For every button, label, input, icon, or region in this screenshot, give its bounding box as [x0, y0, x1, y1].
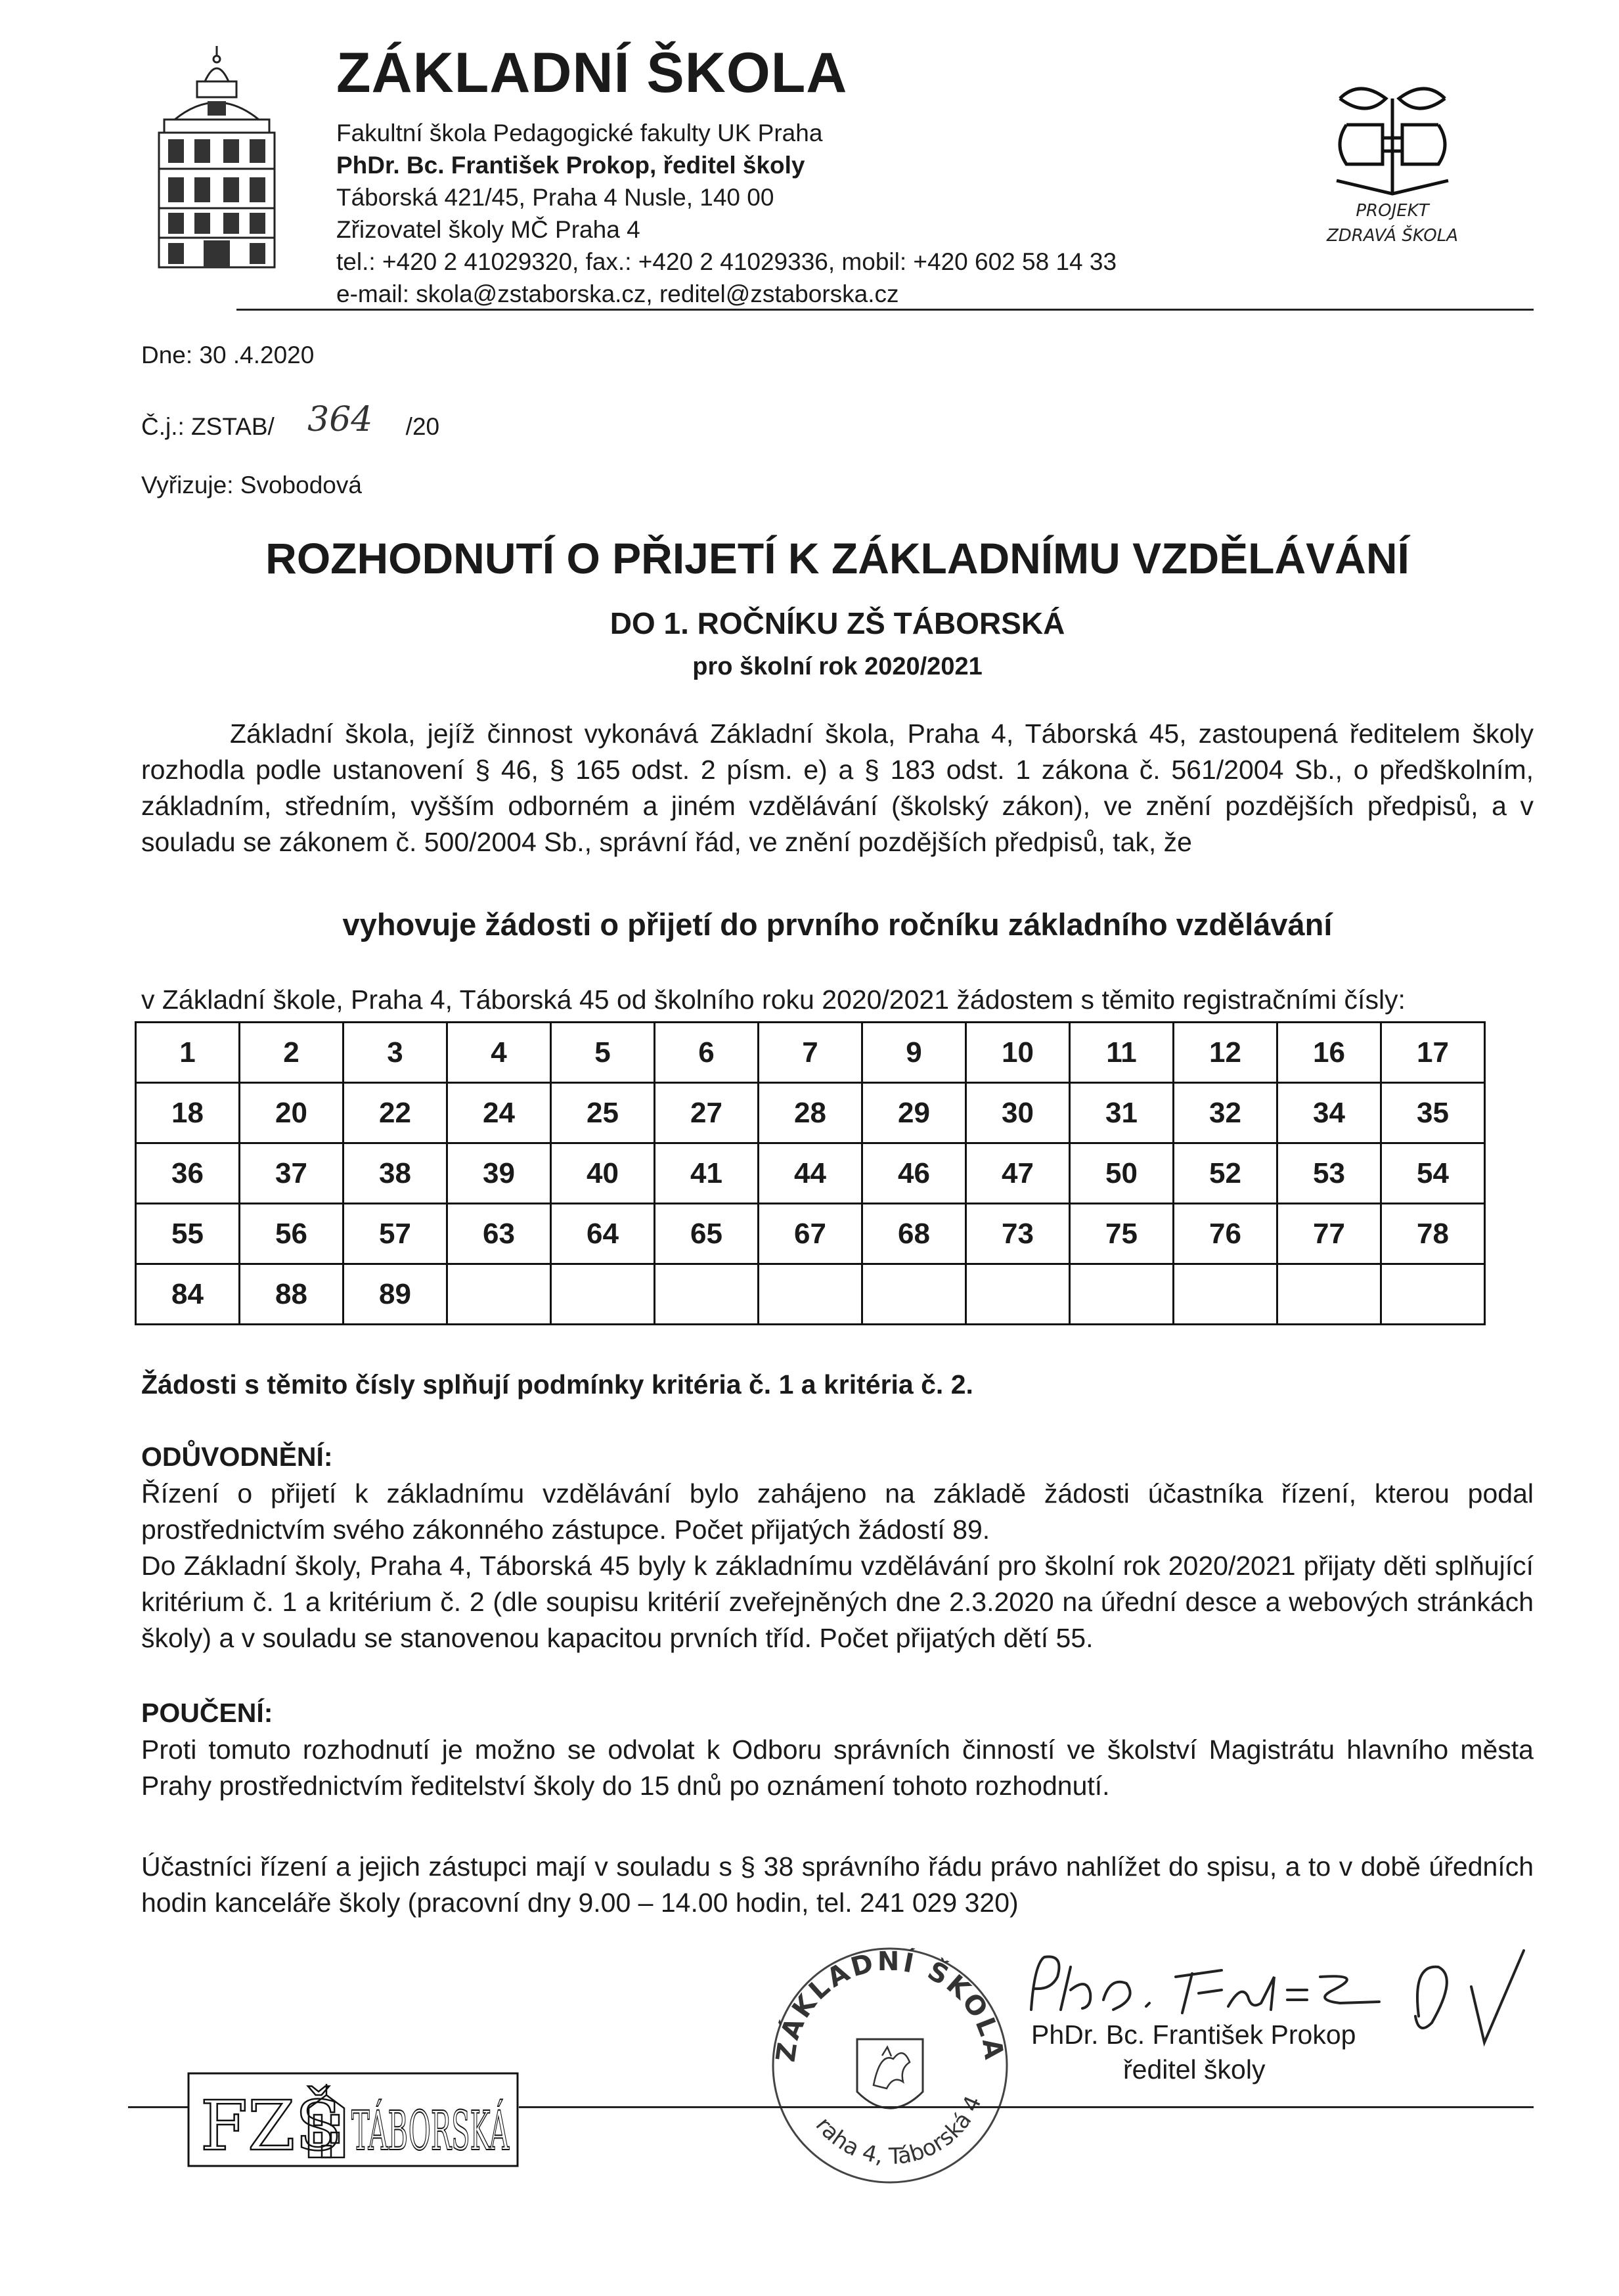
registration-number-cell: 29	[862, 1083, 966, 1143]
registration-number-cell: 12	[1174, 1023, 1277, 1083]
registration-number-cell: 18	[136, 1083, 240, 1143]
header-email: e-mail: skola@zstaborska.cz, reditel@zstaborska.cz	[336, 280, 899, 307]
reference-number	[141, 400, 440, 443]
instruction-paragraph-1: Proti tomuto rozhodnutí je možno se odvolat k Odboru správních činností ve školství Magistrátu hlavního města Prahy prostřednictvím ředitelství školy do 15 dnů po oznámení tohoto rozhodnutí.	[141, 1734, 1534, 1801]
header-founder: Zřizovatel školy MČ Praha 4	[336, 216, 640, 243]
document-title: ROZHODNUTÍ O PŘIJETÍ K ZÁKLADNÍMU VZDĚLÁVÁNÍ	[265, 534, 1409, 583]
registration-number-cell	[551, 1264, 655, 1325]
healthy-school-logo	[1320, 72, 1465, 263]
registration-number-cell: 2	[240, 1023, 344, 1083]
registration-number-cell: 1	[136, 1023, 240, 1083]
intro-paragraph: Základní škola, jejíž činnost vykonává Základní škola, Praha 4, Táborská 45, zastoupená ředitelem školy rozhodla podle ustanovení § 46, § 165 odst. 2 písm. e) a § 183 odst. 1 zákona č. 561/2004 Sb., o předškolním, základním, středním, vyšším odborném a jiném vzdělávání (školský zákon), ve znění pozdějších předpisů, a v souladu se zákonem č. 500/2004 Sb., správní řád, ve znění pozdějších předpisů, tak, že	[141, 718, 1534, 857]
svg-text:TÁBORSKÁ: TÁBORSKÁ	[351, 2100, 663, 2163]
document-date: Dne: 30 .4.2020	[141, 342, 315, 368]
registration-number-cell: 75	[1070, 1204, 1174, 1264]
project-logo-line2: ZDRAVÁ ŠKOLA	[1326, 226, 1459, 246]
table-row	[136, 1143, 1485, 1204]
fzs-taborska-logo	[187, 2072, 663, 2167]
svg-text:Praha 4, Táborská 45: raha 4, Táborská 4	[810, 2092, 987, 2170]
registration-number-cell: 55	[136, 1204, 240, 1264]
registration-number-cell: 53	[1277, 1143, 1381, 1204]
justification-heading: ODŮVODNĚNÍ:	[141, 1442, 333, 1472]
registration-number-cell: 84	[136, 1264, 240, 1325]
header-affiliation: Fakultní škola Pedagogické fakulty UK Praha	[336, 120, 823, 146]
svg-text:ZÁKLADNÍ ŠKOLA: ZÁKLADNÍ ŠKOLA	[770, 1946, 1009, 2064]
registration-number-cell: 27	[655, 1083, 759, 1143]
svg-text:FZŠ: FZŠ	[200, 2086, 342, 2166]
signer-name: PhDr. Bc. František Prokop	[1031, 2020, 1356, 2050]
registration-number-cell: 39	[447, 1143, 551, 1204]
registration-number-cell: 78	[1381, 1204, 1485, 1264]
table-intro: v Základní škole, Praha 4, Táborská 45 od školního roku 2020/2021 žádostem s těmito registračními čísly:	[141, 984, 1406, 1015]
registration-number-cell: 20	[240, 1083, 344, 1143]
registration-number-cell	[1277, 1264, 1381, 1325]
registration-number-cell: 30	[966, 1083, 1070, 1143]
registration-number-cell: 64	[551, 1204, 655, 1264]
registration-number-cell: 89	[344, 1264, 447, 1325]
registration-number-cell: 52	[1174, 1143, 1277, 1204]
registration-number-cell: 41	[655, 1143, 759, 1204]
registration-number-cell: 88	[240, 1264, 344, 1325]
registration-number-cell: 28	[759, 1083, 862, 1143]
reference-prefix: Č.j.: ZSTAB/	[141, 413, 275, 440]
registration-number-cell: 17	[1381, 1023, 1485, 1083]
registration-number-cell	[655, 1264, 759, 1325]
header-phone: tel.: +420 2 41029320, fax.: +420 2 41029336, mobil: +420 602 58 14 33	[336, 248, 1117, 275]
footer-rule-right	[519, 2106, 1534, 2108]
registration-number-cell	[1381, 1264, 1485, 1325]
registration-number-cell: 54	[1381, 1143, 1485, 1204]
registration-number-cell: 44	[759, 1143, 862, 1204]
instruction-paragraph-2: Účastníci řízení a jejich zástupci mají v souladu s § 38 správního řádu právo nahlížet do spisu, a to v době úředních hodin kanceláře školy (pracovní dny 9.00 – 14.00 hodin, tel. 241 029 320)	[141, 1851, 1534, 1918]
school-stamp	[765, 1928, 1011, 2190]
registration-numbers-table	[135, 1021, 1486, 1325]
registration-number-cell: 24	[447, 1083, 551, 1143]
registration-number-cell: 11	[1070, 1023, 1174, 1083]
registration-number-cell: 25	[551, 1083, 655, 1143]
registration-number-cell: 63	[447, 1204, 551, 1264]
table-row	[136, 1264, 1485, 1325]
reference-suffix: /20	[405, 413, 440, 440]
reference-handwritten: 364	[307, 400, 373, 439]
justification-text	[141, 1476, 1534, 1656]
registration-number-cell: 5	[551, 1023, 655, 1083]
school-building-logo	[151, 41, 282, 271]
criteria-note: Žádosti s těmito čísly splňují podmínky kritéria č. 1 a kritéria č. 2.	[141, 1369, 973, 1400]
header-director: PhDr. Bc. František Prokop, ředitel školy	[336, 152, 805, 179]
header-address: Táborská 421/45, Praha 4 Nusle, 140 00	[336, 184, 774, 211]
registration-number-cell	[759, 1264, 862, 1325]
registration-number-cell: 56	[240, 1204, 344, 1264]
registration-number-cell: 67	[759, 1204, 862, 1264]
registration-number-cell	[447, 1264, 551, 1325]
header-divider	[236, 309, 1534, 311]
registration-number-cell: 34	[1277, 1083, 1381, 1143]
justification-paragraph-2: Do Základní školy, Praha 4, Táborská 45 byly k základnímu vzdělávání pro školní rok 2020/2021 přijaty děti splňující kritérium č. 1 a kritérium č. 2 (dle soupisu kritérií zveřejněných dne 2.3.2020 na úřední desce a webových stránkách školy) a v souladu se stanovenou kapacitou prvních tříd. Počet přijatých dětí 55.	[141, 1551, 1534, 1653]
registration-number-cell: 36	[136, 1143, 240, 1204]
registration-number-cell: 50	[1070, 1143, 1174, 1204]
registration-number-cell: 38	[344, 1143, 447, 1204]
handled-by: Vyřizuje: Svobodová	[141, 472, 362, 498]
registration-number-cell: 35	[1381, 1083, 1485, 1143]
registration-number-cell: 22	[344, 1083, 447, 1143]
registration-number-cell: 76	[1174, 1204, 1277, 1264]
registration-number-cell: 16	[1277, 1023, 1381, 1083]
registration-number-cell	[966, 1264, 1070, 1325]
school-year: pro školní rok 2020/2021	[692, 653, 983, 680]
registration-number-cell	[862, 1264, 966, 1325]
registration-number-cell: 65	[655, 1204, 759, 1264]
footer-rule-left	[128, 2106, 194, 2108]
decision-statement: vyhovuje žádosti o přijetí do prvního ročníku základního vzdělávání	[342, 907, 1333, 942]
registration-number-cell: 77	[1277, 1204, 1381, 1264]
registration-number-cell: 57	[344, 1204, 447, 1264]
registration-number-cell: 73	[966, 1204, 1070, 1264]
registration-number-cell: 68	[862, 1204, 966, 1264]
registration-number-cell	[1174, 1264, 1277, 1325]
justification-paragraph-1: Řízení o přijetí k základnímu vzdělávání bylo zahájeno na základě žádosti účastníka řízení, kterou podal prostřednictvím svého zákonného zástupce. Počet přijatých žádostí 89.	[141, 1478, 1534, 1545]
registration-number-cell: 9	[862, 1023, 966, 1083]
registration-number-cell: 40	[551, 1143, 655, 1204]
registration-number-cell: 6	[655, 1023, 759, 1083]
table-row	[136, 1023, 1485, 1083]
registration-number-cell: 7	[759, 1023, 862, 1083]
registration-number-cell: 4	[447, 1023, 551, 1083]
school-name: ZÁKLADNÍ ŠKOLA	[336, 41, 848, 104]
registration-number-cell: 10	[966, 1023, 1070, 1083]
table-row	[136, 1204, 1485, 1264]
registration-number-cell: 46	[862, 1143, 966, 1204]
registration-number-cell: 3	[344, 1023, 447, 1083]
registration-number-cell: 37	[240, 1143, 344, 1204]
instruction-heading: POUČENÍ:	[141, 1698, 273, 1728]
registration-number-cell: 31	[1070, 1083, 1174, 1143]
registration-number-cell	[1070, 1264, 1174, 1325]
document-subtitle: DO 1. ROČNÍKU ZŠ TÁBORSKÁ	[610, 606, 1065, 640]
registration-number-cell: 32	[1174, 1083, 1277, 1143]
project-logo-line1: PROJEKT	[1356, 201, 1429, 221]
registration-number-cell: 47	[966, 1143, 1070, 1204]
table-row	[136, 1083, 1485, 1143]
signer-role: ředitel školy	[1123, 2054, 1266, 2085]
